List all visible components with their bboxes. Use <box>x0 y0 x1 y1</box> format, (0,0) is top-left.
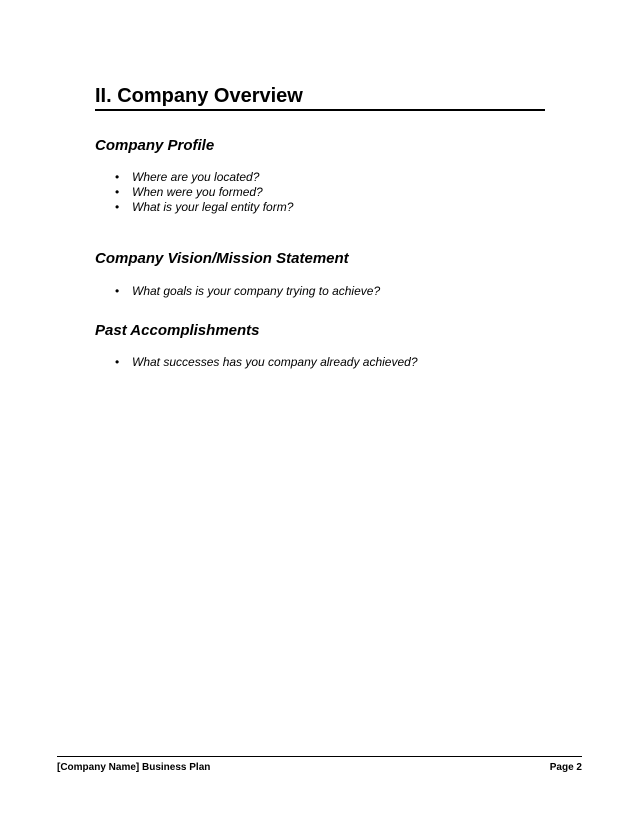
page-heading: II. Company Overview <box>95 84 545 111</box>
footer-document-title: [Company Name] Business Plan <box>57 762 211 773</box>
list-item <box>115 284 380 299</box>
bullet-list-company-profile <box>115 170 293 215</box>
list-item-text: Where are you located? <box>132 170 260 184</box>
bullet-list-past-accomplishments <box>115 355 418 370</box>
list-item-text: What goals is your company trying to achieve? <box>132 284 381 298</box>
list-item <box>115 170 293 185</box>
list-item-text: What successes has you company already achieved? <box>132 355 418 369</box>
bullet-list-vision-mission <box>115 284 380 299</box>
bullet-icon: • <box>115 200 120 214</box>
bullet-icon: • <box>115 170 120 184</box>
list-item <box>115 185 293 200</box>
section-title-past-accomplishments: Past Accomplishments <box>95 322 260 339</box>
bullet-icon: • <box>115 355 120 369</box>
page-footer <box>57 756 582 774</box>
bullet-icon: • <box>115 284 120 298</box>
section-title-vision-mission: Company Vision/Mission Statement <box>95 250 349 267</box>
bullet-icon: • <box>115 185 120 199</box>
list-item <box>115 200 293 215</box>
list-item-text: When were you formed? <box>132 185 263 199</box>
footer-page-number: Page 2 <box>549 762 582 773</box>
list-item-text: What is your legal entity form? <box>132 200 294 214</box>
section-title-company-profile: Company Profile <box>95 137 215 154</box>
list-item <box>115 355 418 370</box>
